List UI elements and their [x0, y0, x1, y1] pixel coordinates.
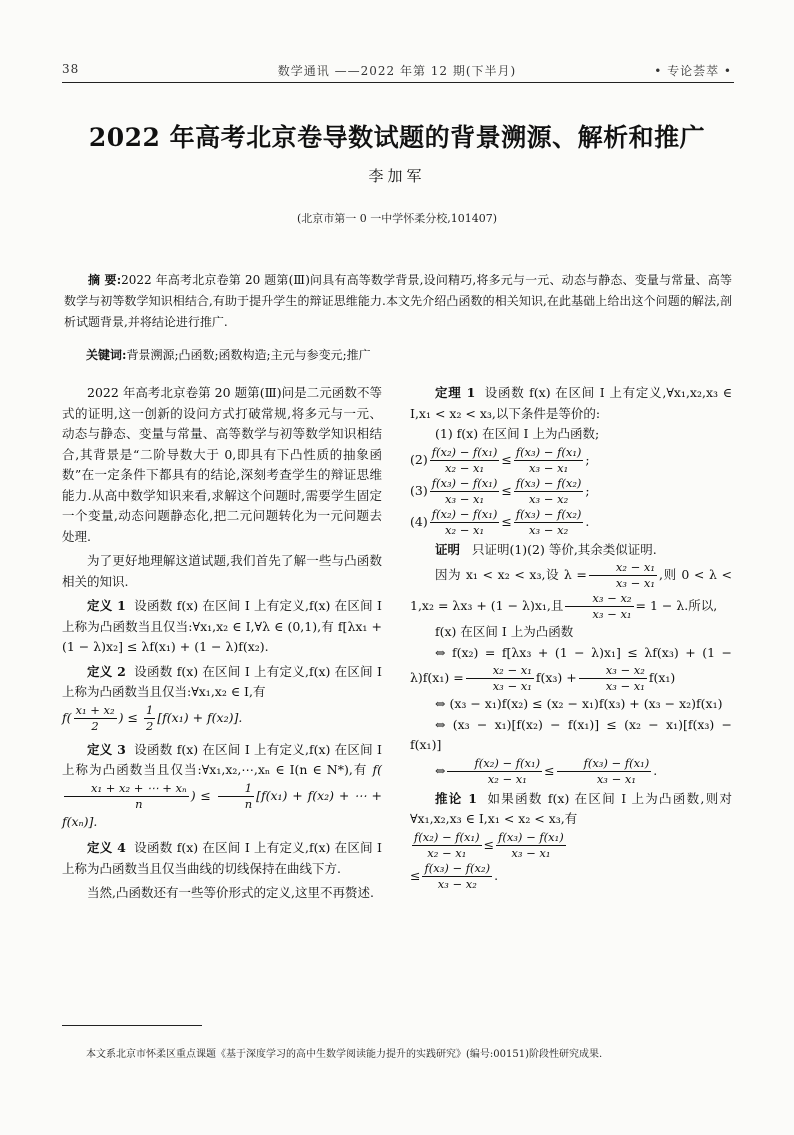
section-header: • 专论荟萃 •	[654, 64, 732, 78]
definition-3-text: 设函数 f(x) 在区间 I 上有定义,f(x) 在区间 I 上称为凸函数当且仅当:∀x₁,x₂,⋯,xₙ ∈ I(n ∈ N*),有	[62, 741, 382, 777]
corollary-1-text: 如果函数 f(x) 在区间 I 上为凸函数,则对 ∀x₁,x₂,x₃ ∈ I,x₁ < x₂ < x₃,有	[410, 790, 732, 826]
definition-2-formula: f( $\frac{\text{x₁ + x₂}}{2}$ ) ≤ $\frac{1}{2}$ [f(x₁) + f(x₂)].	[62, 702, 243, 733]
theorem-1-label: 定理 1	[435, 385, 476, 400]
definition-4-text: 设函数 f(x) 在区间 I 上有定义,f(x) 在区间 I 上称为凸函数当且仅当曲线的切线保持在曲线下方.	[62, 840, 382, 876]
proof-text: 只证明(1)(2) 等价,其余类似证明.	[471, 541, 657, 557]
proof-step-4: ⇔ (x₃ − x₁)f(x₂) ≤ (x₂ − x₁)f(x₃) + (x₃ − x₂)f(x₁)	[435, 696, 723, 711]
intro-paragraph: 2022 年高考北京卷第 20 题第(Ⅲ)问是二元函数不等式的证明,这一创新的设问方式打破常规,将多元与一元、动态与静态、变量与常量、高等数学与初等数学知识相结合,其背景是“二阶导数大于 0,即具有下凸性质的抽象函数”在一定条件下都具有的结论,深刻考查学生的辩证思维能力.从高中数学知识来看,求解这个问题时,需要学生固定一个变量,动态问题静态化,把二元问题转化为一元问题去处理.	[62, 385, 382, 544]
condition-2: (2) $\frac{\text{f(x₂) − f(x₁)}}{\text{x₂ − x₁}}$ ≤ $\frac{\text{f(x₃) − f(x₁)}}{\text{x₃ − x₁}}$ ;	[410, 444, 590, 475]
definition-4	[62, 838, 382, 879]
keywords-text: 背景溯源;凸函数;函数构造;主元与参变元;推广	[126, 348, 371, 362]
definition-1	[62, 596, 382, 658]
author-name: 李加军	[368, 167, 426, 185]
footnote-rule	[62, 1025, 202, 1026]
proof	[410, 540, 732, 561]
fraction: $\frac{\text{x₁ + x₂ + ⋯ + xₙ}}{n}$	[64, 781, 189, 812]
keywords-label: 关键词:	[86, 348, 127, 362]
condition-3: (3) $\frac{\text{f(x₃) − f(x₁)}}{\text{x₃ − x₁}}$ ≤ $\frac{\text{f(x₃) − f(x₂)}}{\text{x₃ − x₂}}$ ;	[410, 475, 590, 506]
definition-2-label: 定义 2	[87, 663, 126, 679]
page-number: 38	[62, 62, 80, 76]
proof-step-2: f(x) 在区间 I 上为凸函数	[435, 624, 574, 639]
definition-3-label: 定义 3	[87, 741, 126, 757]
fraction: $\frac{1}{n}$	[218, 781, 254, 812]
fraction: $\frac{\text{x₁ + x₂}}{2}$	[75, 702, 115, 733]
closing-paragraph: 当然,凸函数还有一些等价形式的定义,这里不再赘述.	[87, 885, 374, 900]
article-title: 2022 年高考北京卷导数试题的背景溯源、解析和推广	[88, 123, 706, 152]
theorem-1	[410, 383, 732, 424]
corollary-1	[410, 789, 732, 830]
corollary-formula-1: $\frac{\text{f(x₂) − f(x₁)}}{\text{x₂ − x₁}}$ ≤ $\frac{\text{f(x₃) − f(x₁)}}{\text{x₃ − x₁}}$	[414, 829, 564, 860]
definition-1-label: 定义 1	[87, 598, 126, 613]
proof-step-1: 因为 x₁ < x₂ < x₃,设 λ = $\frac{\text{x₂ − x₁}}{\text{x₃ − x₁}}$ ,则 0 < λ < 1,x₂ = λx₃ + (1 − λ)x₁,且 $\frac{\text{x₃ − x₂}}{\text{x₃ − x₁}}$ = 1 − λ.所以,	[410, 560, 733, 621]
abstract	[64, 270, 732, 333]
proof-label: 证明	[435, 541, 461, 557]
right-column	[410, 383, 732, 892]
footnote: 本文系北京市怀柔区重点课题《基于深度学习的高中生数学阅读能力提升的实践研究》(编号:00151)阶段性研究成果.	[86, 1049, 603, 1060]
theorem-1-text: 设函数 f(x) 在区间 I 上有定义,∀x₁,x₂,x₃ ∈ I,x₁ < x₂ < x₃,以下条件是等价的:	[410, 385, 732, 421]
condition-1: (1) f(x) 在区间 I 上为凸函数;	[435, 426, 600, 441]
definition-2-text: 设函数 f(x) 在区间 I 上有定义,f(x) 在区间 I 上称为凸函数当且仅当:∀x₁,x₂ ∈ I,有	[62, 663, 382, 699]
transition-paragraph: 为了更好地理解这道试题,我们首先了解一些与凸函数相关的知识.	[62, 553, 382, 589]
proof-step-6: ⇔ $\frac{\text{f(x₂) − f(x₁)}}{\text{x₂ − x₁}}$ ≤ $\frac{\text{f(x₃) − f(x₁)}}{\text{x₃ − x₁}}$ .	[435, 755, 658, 786]
definition-3: 定义 3 设函数 f(x) 在区间 I 上有定义,f(x) 在区间 I 上称为凸函数当且仅当:∀x₁,x₂,⋯,xₙ ∈ I(n ∈ N*),有 f( $\frac{\text{x₁ + x₂ + ⋯ + xₙ}}{n}$ ) ≤ $\frac{1}{n}$ [f(x₁) + f(x₂) + ⋯ + f(xₙ)].	[62, 741, 382, 829]
definition-1-text: 设函数 f(x) 在区间 I 上有定义,f(x) 在区间 I 上称为凸函数当且仅当:∀x₁,x₂ ∈ I,∀λ ∈ (0,1),有 f[λx₁ + (1 − λ)x₂] ≤ λf(x₁) + (1 − λ)f(x₂).	[62, 598, 382, 654]
corollary-formula-2: ≤ $\frac{\text{f(x₃) − f(x₂)}}{\text{x₃ − x₂}}$ .	[410, 860, 499, 891]
author-affiliation: (北京市第一 0 一中学怀柔分校,101407)	[296, 212, 498, 225]
proof-step-5: ⇔ (x₃ − x₁)[f(x₂) − f(x₁)] ≤ (x₂ − x₁)[f(x₃) − f(x₁)]	[410, 716, 732, 752]
keywords	[86, 346, 726, 363]
abstract-label: 摘 要:	[88, 273, 122, 287]
definition-2	[62, 662, 382, 703]
corollary-1-label: 推论 1	[435, 790, 477, 806]
proof-step-3: ⇔ f(x₂) = f[λx₃ + (1 − λ)x₁] ≤ λf(x₃) + (1 − λ)f(x₁) = $\frac{\text{x₂ − x₁}}{\text{x₃ − x₁}}$ f(x₃) + $\frac{\text{x₃ − x₂}}{\text{x₃ − x₁}}$ f(x₁)	[410, 644, 732, 693]
condition-4: (4) $\frac{\text{f(x₂) − f(x₁)}}{\text{x₂ − x₁}}$ ≤ $\frac{\text{f(x₃) − f(x₂)}}{\text{x₃ − x₂}}$ .	[410, 506, 590, 537]
fraction: $\frac{1}{2}$	[145, 702, 154, 733]
left-column	[62, 383, 382, 904]
journal-header: 数学通讯 ——2022 年第 12 期(下半月)	[277, 64, 517, 78]
definition-4-label: 定义 4	[87, 840, 126, 855]
abstract-text: 2022 年高考北京卷第 20 题第(Ⅲ)问具有高等数学背景,设问精巧,将多元与一元、动态与静态、变量与常量、高等数学与初等数学知识相结合,有助于提升学生的辩证思维能力.本文先介绍凸函数的相关知识,在此基础上给出这个问题的解法,剖析试题背景,并将结论进行推广.	[64, 273, 732, 329]
header-rule	[62, 82, 734, 83]
